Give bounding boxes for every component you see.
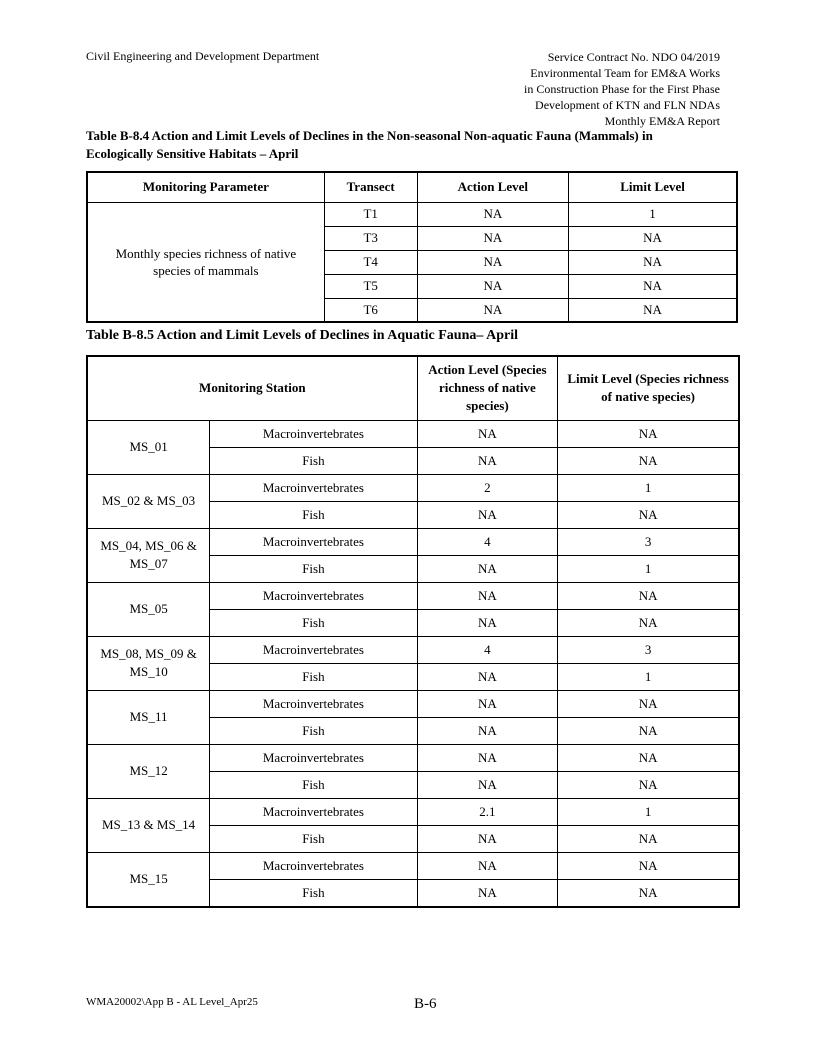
limit-cell: NA: [558, 879, 739, 907]
action-cell: 2.1: [417, 798, 558, 825]
fauna-type-cell: Fish: [210, 825, 417, 852]
col-header-station: Monitoring Station: [87, 356, 417, 420]
table-b84-caption: [86, 127, 653, 163]
table-row: [87, 528, 739, 555]
table-row: [87, 474, 739, 501]
station-cell: MS_15: [87, 852, 210, 907]
station-cell: MS_02 & MS_03: [87, 474, 210, 528]
limit-cell: NA: [558, 825, 739, 852]
col-header: Monitoring Parameter: [87, 172, 324, 202]
table-row: [87, 582, 739, 609]
action-cell: NA: [417, 420, 558, 447]
table-row: [87, 852, 739, 879]
table-b85-body: [87, 420, 739, 907]
action-cell: 2: [417, 474, 558, 501]
limit-cell: 3: [558, 528, 739, 555]
caption-line: Ecologically Sensitive Habitats – April: [86, 146, 299, 161]
limit-cell: NA: [558, 447, 739, 474]
limit-cell: NA: [558, 420, 739, 447]
transect-cell: T3: [324, 226, 417, 250]
table-row: [87, 744, 739, 771]
fauna-type-cell: Fish: [210, 447, 417, 474]
limit-cell: NA: [569, 226, 737, 250]
col-header: Limit Level: [569, 172, 737, 202]
limit-cell: 1: [569, 202, 737, 226]
col-header-limit: Limit Level (Species richness of native species): [558, 356, 739, 420]
table-row: [87, 798, 739, 825]
transect-cell: T1: [324, 202, 417, 226]
fauna-type-cell: Fish: [210, 501, 417, 528]
header-line: Development of KTN and FLN NDAs: [535, 98, 720, 112]
fauna-type-cell: Fish: [210, 879, 417, 907]
action-cell: NA: [417, 447, 558, 474]
action-cell: NA: [417, 879, 558, 907]
action-cell: NA: [417, 690, 558, 717]
limit-cell: 3: [558, 636, 739, 663]
limit-cell: NA: [558, 690, 739, 717]
limit-cell: 1: [558, 663, 739, 690]
table-row: [87, 636, 739, 663]
action-cell: NA: [417, 501, 558, 528]
fauna-type-cell: Macroinvertebrates: [210, 474, 417, 501]
action-cell: NA: [417, 582, 558, 609]
station-cell: MS_08, MS_09 & MS_10: [87, 636, 210, 690]
limit-cell: NA: [558, 582, 739, 609]
station-cell: MS_12: [87, 744, 210, 798]
limit-cell: NA: [558, 609, 739, 636]
action-cell: NA: [417, 274, 569, 298]
action-cell: NA: [417, 717, 558, 744]
action-cell: NA: [417, 202, 569, 226]
transect-cell: T5: [324, 274, 417, 298]
header-department: Civil Engineering and Development Department: [86, 49, 320, 63]
header-line: Monthly EM&A Report: [604, 114, 720, 128]
limit-cell: 1: [558, 555, 739, 582]
table-row: [87, 420, 739, 447]
station-cell: MS_04, MS_06 & MS_07: [87, 528, 210, 582]
action-cell: NA: [417, 744, 558, 771]
fauna-type-cell: Fish: [210, 663, 417, 690]
station-cell: MS_05: [87, 582, 210, 636]
station-cell: MS_11: [87, 690, 210, 744]
action-cell: NA: [417, 771, 558, 798]
fauna-type-cell: Macroinvertebrates: [210, 582, 417, 609]
header-line: in Construction Phase for the First Phase: [524, 82, 720, 96]
transect-cell: T4: [324, 250, 417, 274]
fauna-type-cell: Macroinvertebrates: [210, 528, 417, 555]
header-line: Service Contract No. NDO 04/2019: [547, 50, 720, 64]
header-contract-info: [524, 49, 720, 129]
action-cell: NA: [417, 298, 569, 322]
action-cell: 4: [417, 636, 558, 663]
fauna-type-cell: Fish: [210, 771, 417, 798]
caption-line: Table B-8.4 Action and Limit Levels of Declines in the Non-seasonal Non-aquatic Fauna (Mammals) in: [86, 128, 653, 143]
limit-cell: NA: [558, 717, 739, 744]
table-b85-caption: Table B-8.5 Action and Limit Levels of Declines in Aquatic Fauna– April: [86, 328, 518, 343]
col-header: Action Level: [417, 172, 569, 202]
transect-cell: T6: [324, 298, 417, 322]
limit-cell: NA: [569, 250, 737, 274]
action-cell: NA: [417, 609, 558, 636]
limit-cell: 1: [558, 474, 739, 501]
footer-doc-ref: WMA20002\App B - AL Level_Apr25: [86, 996, 258, 1008]
limit-cell: NA: [558, 501, 739, 528]
limit-cell: NA: [558, 852, 739, 879]
fauna-type-cell: Macroinvertebrates: [210, 636, 417, 663]
limit-cell: NA: [558, 771, 739, 798]
table-row: [87, 690, 739, 717]
action-cell: NA: [417, 226, 569, 250]
col-header-action: Action Level (Species richness of native species): [417, 356, 558, 420]
fauna-type-cell: Macroinvertebrates: [210, 420, 417, 447]
station-cell: MS_13 & MS_14: [87, 798, 210, 852]
col-header: Transect: [324, 172, 417, 202]
action-cell: NA: [417, 663, 558, 690]
table-b84: [86, 171, 738, 323]
fauna-type-cell: Fish: [210, 717, 417, 744]
limit-cell: 1: [558, 798, 739, 825]
header-line: Environmental Team for EM&A Works: [530, 66, 720, 80]
page-number: B-6: [414, 996, 437, 1012]
fauna-type-cell: Macroinvertebrates: [210, 852, 417, 879]
fauna-type-cell: Fish: [210, 609, 417, 636]
action-cell: 4: [417, 528, 558, 555]
fauna-type-cell: Fish: [210, 555, 417, 582]
limit-cell: NA: [569, 274, 737, 298]
action-cell: NA: [417, 852, 558, 879]
limit-cell: NA: [558, 744, 739, 771]
action-cell: NA: [417, 555, 558, 582]
action-cell: NA: [417, 825, 558, 852]
monitoring-parameter: Monthly species richness of native species of mammals: [87, 202, 324, 322]
fauna-type-cell: Macroinvertebrates: [210, 798, 417, 825]
table-b85: [86, 355, 740, 908]
fauna-type-cell: Macroinvertebrates: [210, 744, 417, 771]
limit-cell: NA: [569, 298, 737, 322]
station-cell: MS_01: [87, 420, 210, 474]
fauna-type-cell: Macroinvertebrates: [210, 690, 417, 717]
action-cell: NA: [417, 250, 569, 274]
